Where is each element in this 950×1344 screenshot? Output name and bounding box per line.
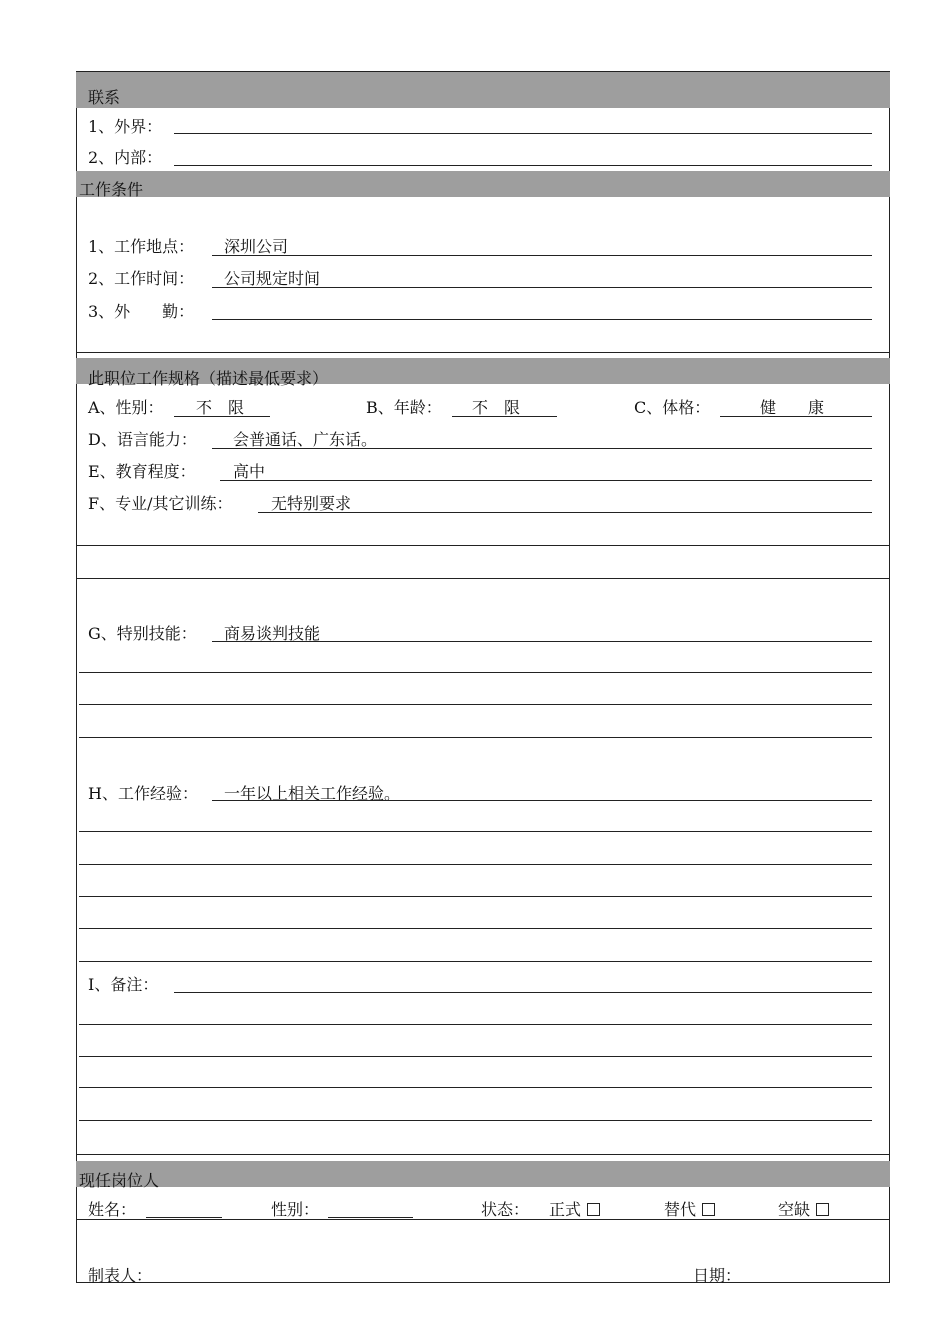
skills-line[interactable] bbox=[79, 672, 872, 673]
education-value: 高中 bbox=[233, 462, 266, 481]
section-header-spec bbox=[76, 358, 890, 388]
remarks-field[interactable] bbox=[174, 992, 872, 993]
contact-internal-field[interactable] bbox=[174, 165, 872, 166]
gender-req-label: A、性别： bbox=[88, 398, 164, 417]
status-formal-option[interactable] bbox=[549, 1200, 600, 1220]
status-formal-label: 正式 bbox=[549, 1200, 582, 1219]
holder-name-label: 姓名： bbox=[88, 1200, 137, 1219]
training-label: F、专业/其它训练： bbox=[88, 494, 233, 513]
work-time-field[interactable] bbox=[212, 287, 872, 288]
holder-gender-label: 性别： bbox=[271, 1200, 320, 1219]
skills-line[interactable] bbox=[79, 704, 872, 705]
language-value: 会普通话、广东话。 bbox=[233, 430, 378, 449]
experience-line[interactable] bbox=[79, 961, 872, 962]
work-time-label: 2、工作时间： bbox=[88, 269, 195, 288]
physique-label: C、体格： bbox=[634, 398, 711, 417]
divider bbox=[76, 1219, 890, 1220]
age-req-value: 不 限 bbox=[472, 398, 521, 417]
experience-line[interactable] bbox=[79, 831, 872, 832]
physique-value: 健 康 bbox=[760, 398, 825, 417]
gender-req-value: 不 限 bbox=[196, 398, 245, 417]
section-title: 现任岗位人 bbox=[79, 1171, 160, 1190]
contact-external-label: 1、外界： bbox=[88, 117, 163, 136]
preparer-label: 制表人： bbox=[88, 1266, 153, 1285]
date-label: 日期： bbox=[693, 1266, 742, 1285]
contact-internal-label: 2、内部： bbox=[88, 148, 163, 167]
remarks-label: I、备注： bbox=[88, 975, 159, 994]
status-substitute-option[interactable] bbox=[664, 1200, 715, 1220]
holder-name-field[interactable] bbox=[146, 1217, 222, 1218]
skills-field[interactable] bbox=[212, 641, 872, 642]
travel-field[interactable] bbox=[212, 319, 872, 320]
skills-line[interactable] bbox=[79, 737, 872, 738]
remarks-line[interactable] bbox=[79, 1120, 872, 1121]
experience-line[interactable] bbox=[79, 896, 872, 897]
section-header-contact bbox=[76, 72, 890, 108]
section-title: 工作条件 bbox=[79, 180, 144, 199]
education-label: E、教育程度： bbox=[88, 462, 196, 481]
age-req-field[interactable] bbox=[452, 416, 557, 417]
remarks-line[interactable] bbox=[79, 1024, 872, 1025]
date-field[interactable] bbox=[748, 1282, 844, 1283]
section-header-holder bbox=[76, 1161, 890, 1190]
training-value: 无特别要求 bbox=[271, 494, 352, 513]
remarks-line[interactable] bbox=[79, 1056, 872, 1057]
experience-label: H、工作经验： bbox=[88, 784, 198, 803]
gender-req-field[interactable] bbox=[174, 416, 270, 417]
status-formal-checkbox[interactable] bbox=[587, 1203, 600, 1216]
form-frame bbox=[76, 71, 890, 1283]
section-title: 此职位工作规格（描述最低要求） bbox=[88, 369, 329, 388]
section-title: 联系 bbox=[88, 88, 121, 107]
experience-line[interactable] bbox=[79, 928, 872, 929]
holder-status-label: 状态： bbox=[481, 1200, 530, 1219]
experience-line[interactable] bbox=[79, 864, 872, 865]
experience-value: 一年以上相关工作经验。 bbox=[224, 784, 401, 803]
status-vacant-option[interactable] bbox=[778, 1200, 829, 1220]
divider bbox=[76, 578, 890, 579]
status-vacant-label: 空缺 bbox=[778, 1200, 811, 1219]
remarks-line[interactable] bbox=[79, 1087, 872, 1088]
contact-external-field[interactable] bbox=[174, 133, 872, 134]
status-vacant-checkbox[interactable] bbox=[816, 1203, 829, 1216]
experience-field[interactable] bbox=[212, 800, 872, 801]
preparer-field[interactable] bbox=[164, 1282, 260, 1283]
language-field[interactable] bbox=[212, 448, 872, 449]
travel-label: 3、外 勤： bbox=[88, 302, 195, 321]
divider bbox=[76, 545, 890, 546]
age-req-label: B、年龄： bbox=[366, 398, 442, 417]
status-substitute-checkbox[interactable] bbox=[702, 1203, 715, 1216]
location-label: 1、工作地点： bbox=[88, 237, 195, 256]
physique-field[interactable] bbox=[720, 416, 872, 417]
status-substitute-label: 替代 bbox=[664, 1200, 697, 1219]
work-time-value: 公司规定时间 bbox=[224, 269, 321, 288]
holder-gender-field[interactable] bbox=[328, 1217, 413, 1218]
training-field[interactable] bbox=[258, 512, 872, 513]
education-field[interactable] bbox=[220, 480, 872, 481]
divider bbox=[76, 352, 890, 353]
language-label: D、语言能力： bbox=[88, 430, 197, 449]
divider bbox=[76, 1154, 890, 1155]
section-header-conditions bbox=[76, 171, 890, 197]
skills-value: 商易谈判技能 bbox=[224, 624, 321, 643]
skills-label: G、特别技能： bbox=[88, 624, 197, 643]
location-field[interactable] bbox=[212, 255, 872, 256]
location-value: 深圳公司 bbox=[224, 237, 289, 256]
